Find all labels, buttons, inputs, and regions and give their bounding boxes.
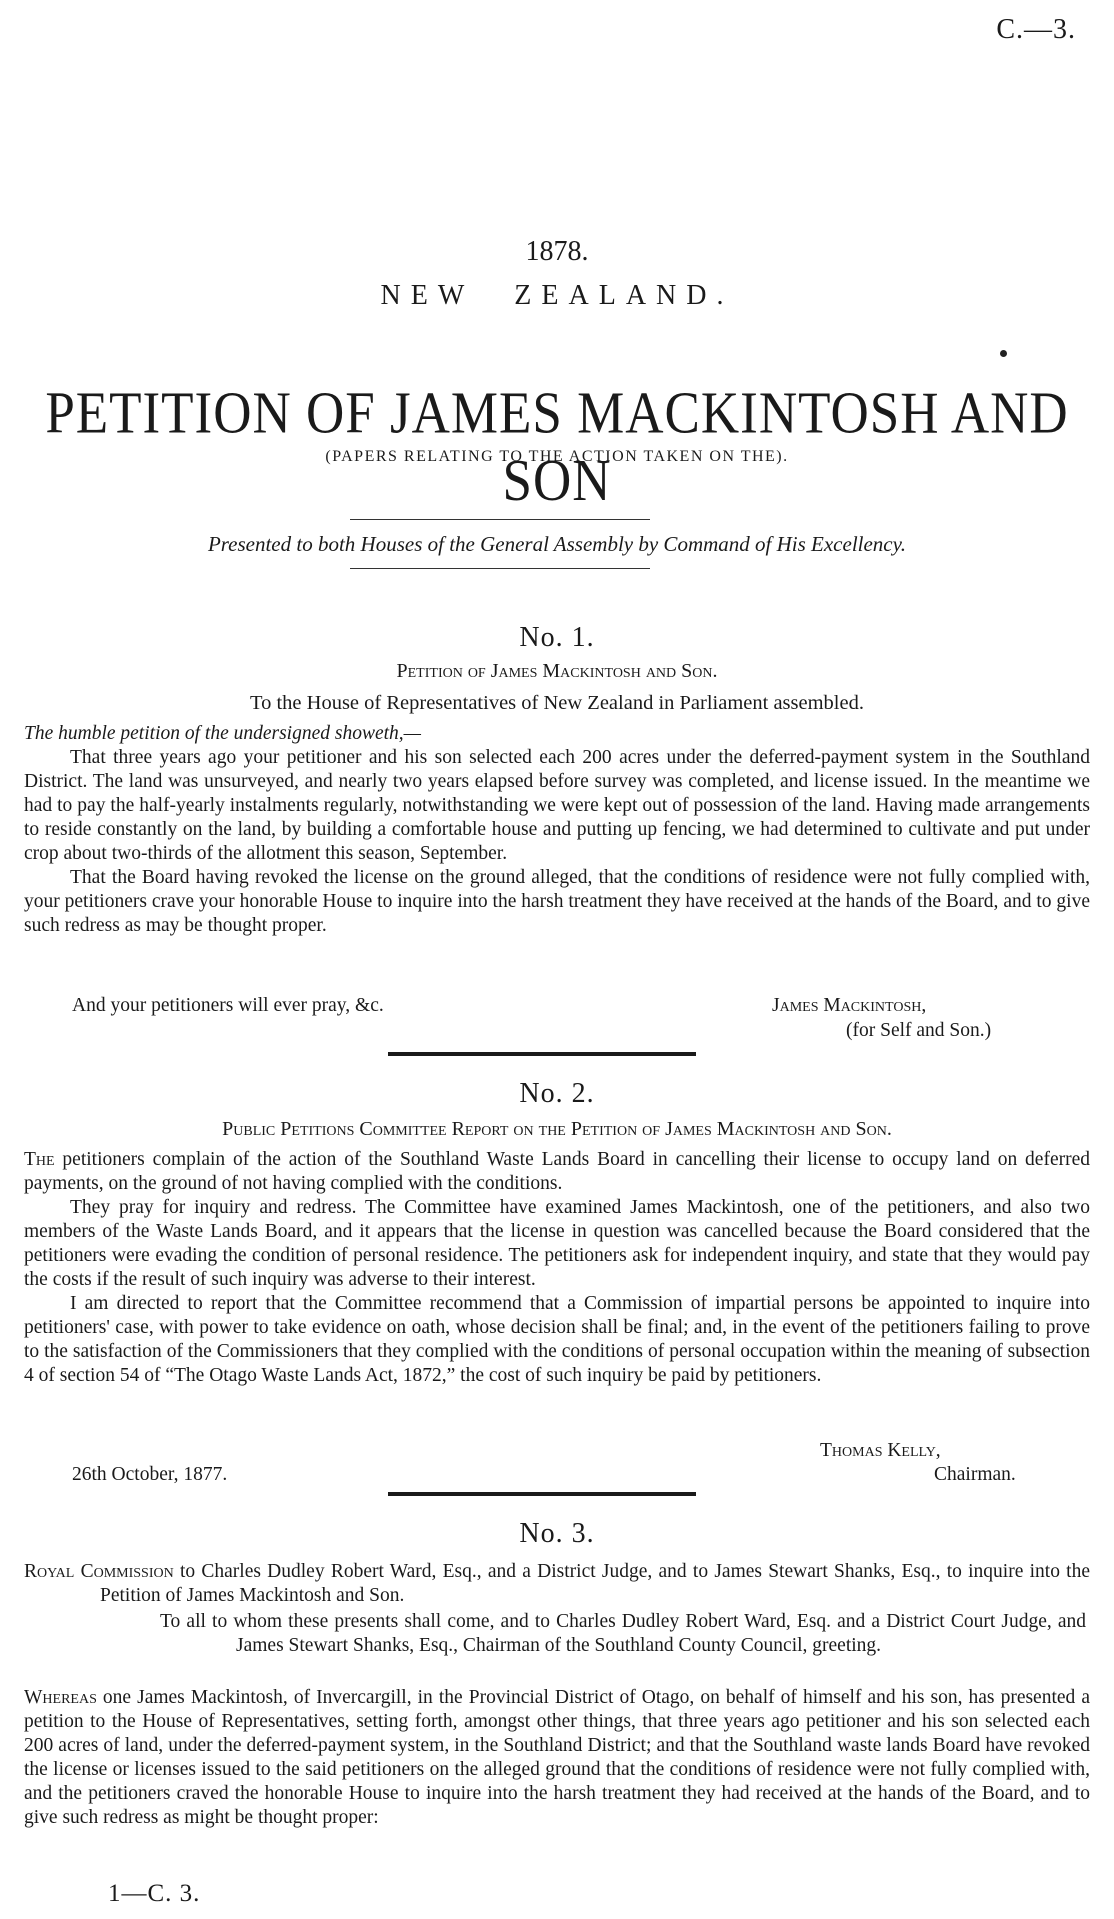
document-title: PETITION OF JAMES MACKINTOSH AND SON (45, 381, 1069, 514)
no1-paragraph-2: That the Board having revoked the license on the ground alleged, that the conditions of residence were not fully complied with, your petitioners crave your honorable House to inquire into the harsh treatment they have received at the hands of the Board, and to give such redress as may be thought proper. (24, 867, 1090, 936)
no2-body (24, 1148, 1090, 1388)
rule-bottom (350, 568, 650, 569)
country-word-1: NEW (380, 280, 475, 311)
rule-top (350, 519, 650, 520)
no3-heading-block (24, 1560, 1090, 1608)
no3-number: No. 3. (519, 1518, 595, 1549)
presented-line: Presented to both Houses of the General Assembly by Command of His Excellency. (207, 532, 907, 556)
country-word-2: ZEALAND. (514, 280, 734, 311)
no1-closing: And your petitioners will ever pray, &c. (72, 995, 384, 1016)
year: 1878. (525, 236, 589, 267)
no2-paragraph-2: They pray for inquiry and redress. The Committee have examined James Mackintosh, one of the petitioners, and also two members of the Waste Lands Board, and it appears that the license in question was cancelled because the Board considered that the petitioners were evading the condition of personal residence. The petitioners ask for independent inquiry, and state that they would pay the costs if the result of such inquiry was adverse to their interest. (24, 1197, 1090, 1290)
no2-heading: Public Petitions Committee Report on the Petition of James Mackintosh and Son. (222, 1118, 892, 1140)
ink-dot (1000, 350, 1007, 357)
no3-paragraph-1: one James Mackintosh, of Invercargill, in the Provincial District of Otago, on behalf of himself and his son, has presented a petition to the House of Representatives, setting forth, amongst other things, that three years ago petitioner and his son selected each 200 acres of land, under the deferred-payment system, in the Southland District; and that the Southland waste lands Board have revoked the license or licenses issued to the said petitioners on the alleged ground that the conditions of residence were not fully complied with, and the petitioners craved the honorable House to inquire into the harsh treatment they had received at the hands of the Board, and to give such redress as might be thought proper: (24, 1687, 1090, 1828)
no1-signature-note: (for Self and Son.) (846, 1020, 992, 1041)
no2-lead: The (24, 1149, 55, 1170)
no2-date: 26th October, 1877. (72, 1464, 228, 1485)
page-mark: 1—C. 3. (108, 1880, 201, 1907)
country-title (0, 280, 1114, 312)
no3-address: To all to whom these presents shall come, and to Charles Dudley Robert Ward, Esq. and a District Court Judge, and James Stewart Shanks, Esq., Chairman of the Southland County Council, greeting. (160, 1611, 1086, 1656)
section-divider-1 (388, 1052, 696, 1056)
no3-lead: Whereas (24, 1687, 97, 1708)
no2-signature: Thomas Kelly, (820, 1440, 941, 1461)
no1-salutation: The humble petition of the undersigned showeth,— (24, 723, 422, 744)
no2-paragraph-1: petitioners complain of the action of the Southland Waste Lands Board in cancelling their license to occupy land on deferred payments, on the ground of not having complied with the conditions. (24, 1149, 1090, 1194)
no1-signature: James Mackintosh, (772, 995, 927, 1016)
no2-number: No. 2. (519, 1078, 595, 1109)
no3-heading: to Charles Dudley Robert Ward, Esq., and a District Judge, and to James Stewart Shanks, Esq., to inquire into the Petition of James Mackintosh and Son. (100, 1561, 1091, 1606)
no2-paragraph-3: I am directed to report that the Committee recommend that a Commission of impartial persons be appointed to inquire into petitioners' case, with power to take evidence on oath, whose decision shall be final; and, in the event of the petitioners failing to prove to the satisfaction of the Commissioners that they complied with the conditions of personal occupation within the meaning of subsection 4 of section 54 of “The Otago Waste Lands Act, 1872,” the cost of such inquiry be paid by petitioners. (24, 1293, 1090, 1386)
no1-paragraph-1: That three years ago your petitioner and his son selected each 200 acres under the deferred-payment system in the Southland District. The land was unsurveyed, and nearly two years elapsed before survey was completed, and license issued. In the meantime we had to pay the half-yearly instalments regularly, notwithstanding we were kept out of possession of the land. Having made arrangements to reside constantly on the land, by building a comfortable house and putting up fencing, we had determined to cultivate and put under crop about two-thirds of the allotment this season, September. (24, 747, 1090, 864)
no1-addressee: To the House of Representatives of New Zealand in Parliament assembled. (250, 692, 864, 714)
no1-heading: Petition of James Mackintosh and Son. (396, 660, 718, 682)
paper-reference: C.—3. (996, 14, 1076, 45)
no3-address-block (160, 1610, 1086, 1658)
no1-body (24, 746, 1090, 938)
section-divider-2 (388, 1492, 696, 1496)
no1-number: No. 1. (519, 622, 595, 653)
no3-body (24, 1686, 1090, 1830)
no3-heading-lead: Royal Commission (24, 1561, 174, 1582)
no2-role: Chairman. (934, 1464, 1016, 1485)
document-subtitle: (PAPERS RELATING TO THE ACTION TAKEN ON THE). (325, 448, 789, 465)
